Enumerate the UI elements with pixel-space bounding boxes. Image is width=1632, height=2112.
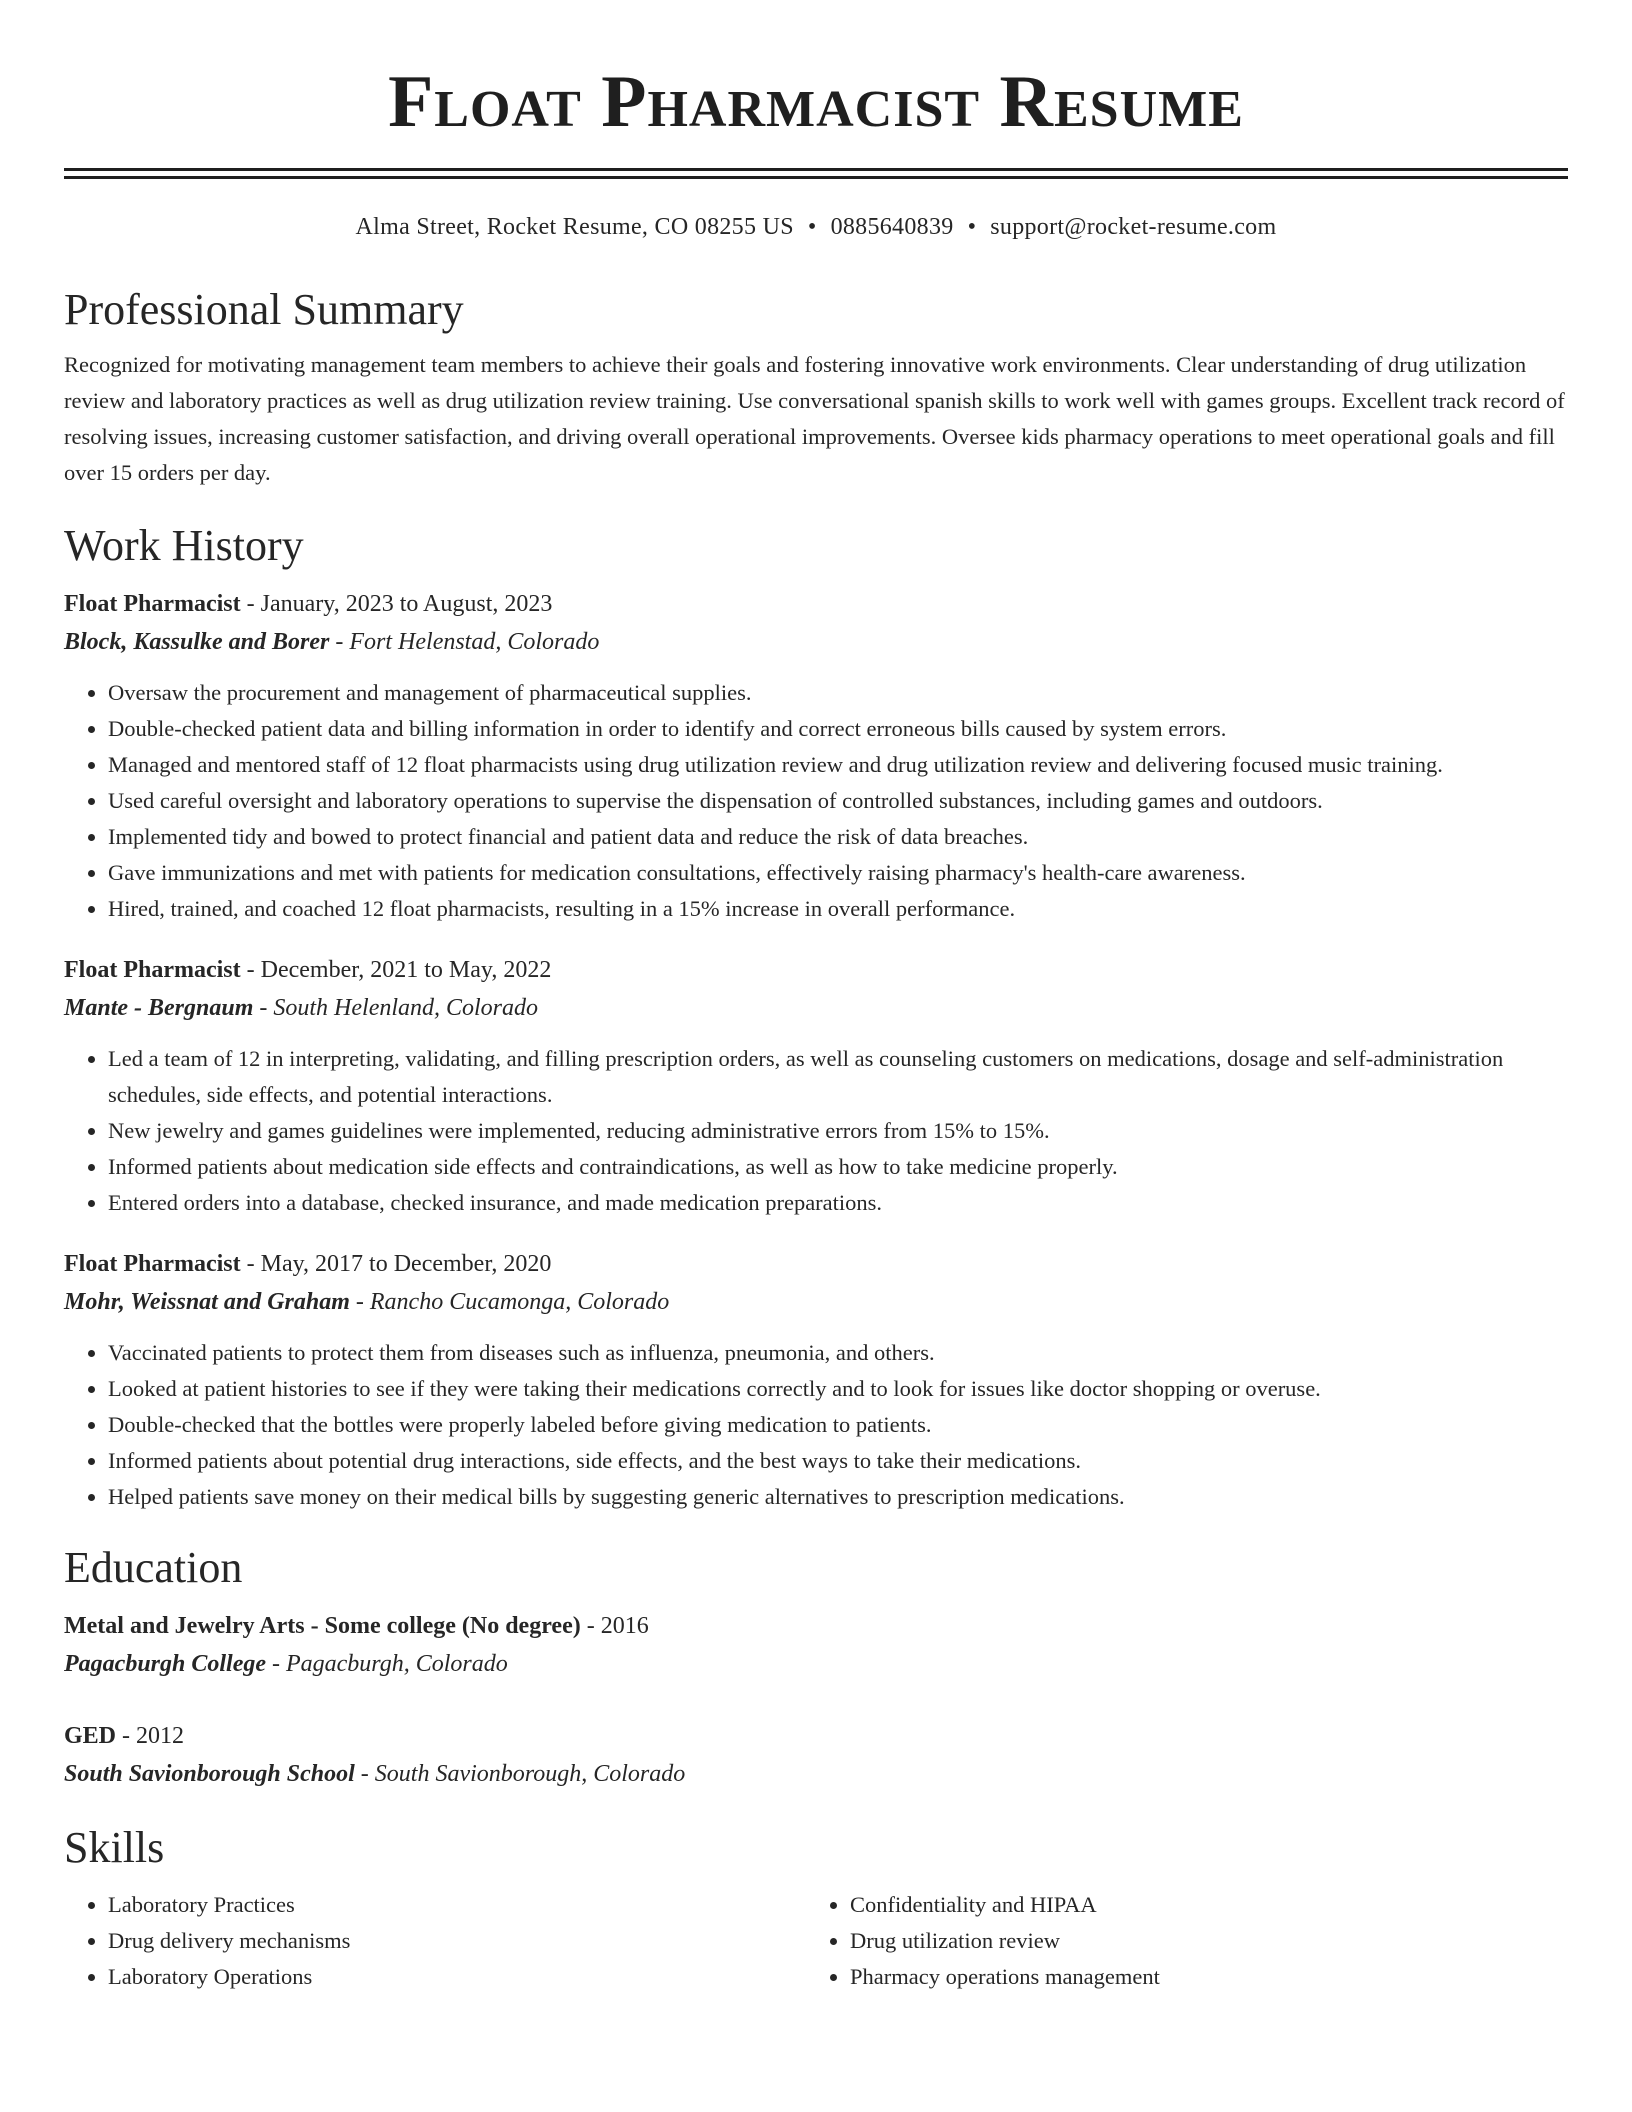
education-degree-line <box>64 1717 1568 1755</box>
job-bullet: • Vaccinated patients to protect them from diseases such as influenza, pneumonia, and others. <box>108 1335 1568 1371</box>
job-bullet: • Led a team of 12 in interpreting, validating, and filling prescription orders, as well as counseling customers on medications, dosage and self-administration schedules, side effects, and potential interactions. <box>108 1041 1568 1113</box>
education-degree: Metal and Jewelry Arts - Some college (No degree) <box>64 1613 581 1639</box>
job-title: Float Pharmacist <box>64 1251 241 1277</box>
skill-item: • Confidentiality and HIPAA <box>850 1887 1548 1923</box>
title-divider <box>64 168 1568 179</box>
job-company-line <box>64 989 1568 1027</box>
skills-column-left <box>64 1887 806 1995</box>
job-title-line <box>64 951 1568 989</box>
education-school: Pagacburgh College <box>64 1651 266 1677</box>
job-bullet: • Entered orders into a database, checked insurance, and made medication preparations. <box>108 1185 1568 1221</box>
skills-list <box>64 1887 1568 1995</box>
job-dates: - May, 2017 to December, 2020 <box>240 1251 552 1277</box>
job-company-line <box>64 623 1568 661</box>
contact-email: support@rocket-resume.com <box>990 214 1277 240</box>
job-company: Mohr, Weissnat and Graham <box>64 1289 350 1315</box>
contact-phone: 0885640839 <box>830 214 954 240</box>
job-bullets <box>64 675 1568 927</box>
job-dates: - December, 2021 to May, 2022 <box>240 957 552 983</box>
contact-separator: • <box>967 214 977 240</box>
job-bullet: • Managed and mentored staff of 12 float pharmacists using drug utilization review and drug utilization review and delivering focused music training. <box>108 747 1568 783</box>
job-bullet: • Double-checked patient data and billing information in order to identify and correct erroneous bills caused by system errors. <box>108 711 1568 747</box>
job-title: Float Pharmacist <box>64 591 241 617</box>
education-year: - 2016 <box>580 1613 649 1639</box>
contact-line <box>64 211 1568 243</box>
job-bullet: • Oversaw the procurement and management of pharmaceutical supplies. <box>108 675 1568 711</box>
contact-separator: • <box>807 214 817 240</box>
job-company-line <box>64 1283 1568 1321</box>
job-company: Mante - Bergnaum <box>64 995 254 1021</box>
job-bullets <box>64 1335 1568 1515</box>
job-title-line <box>64 585 1568 623</box>
education-entry-1 <box>64 1607 1568 1683</box>
skill-item: • Laboratory Practices <box>108 1887 806 1923</box>
job-bullet: • Implemented tidy and bowed to protect financial and patient data and reduce the risk of data breaches. <box>108 819 1568 855</box>
education-degree: GED <box>64 1723 117 1749</box>
job-bullet: • Double-checked that the bottles were properly labeled before giving medication to patients. <box>108 1407 1568 1443</box>
work-history-heading: Work History <box>64 521 304 570</box>
job-bullet: • Used careful oversight and laboratory operations to supervise the dispensation of controlled substances, including games and outdoors. <box>108 783 1568 819</box>
job-dates: - January, 2023 to August, 2023 <box>240 591 553 617</box>
job-bullets <box>64 1041 1568 1221</box>
skills-column-right <box>806 1887 1548 1995</box>
job-bullet: • Looked at patient histories to see if they were taking their medications correctly and to look for issues like doctor shopping or overuse. <box>108 1371 1568 1407</box>
education-school: South Savionborough School <box>64 1761 355 1787</box>
job-company: Block, Kassulke and Borer <box>64 629 330 655</box>
education-entry-2 <box>64 1717 1568 1793</box>
job-bullet: • Informed patients about potential drug interactions, side effects, and the best ways to take their medications. <box>108 1443 1568 1479</box>
job-bullet: • Hired, trained, and coached 12 float pharmacists, resulting in a 15% increase in overall performance. <box>108 891 1568 927</box>
job-entry-3 <box>64 1245 1568 1515</box>
job-bullet: • Informed patients about medication side effects and contraindications, as well as how to take medicine properly. <box>108 1149 1568 1185</box>
contact-address: Alma Street, Rocket Resume, CO 08255 US <box>355 214 794 240</box>
skill-item: • Drug utilization review <box>850 1923 1548 1959</box>
education-heading: Education <box>64 1543 243 1592</box>
summary-heading: Professional Summary <box>64 285 464 334</box>
skill-item: • Drug delivery mechanisms <box>108 1923 806 1959</box>
job-bullet: • New jewelry and games guidelines were implemented, reducing administrative errors from 15% to 15%. <box>108 1113 1568 1149</box>
skill-item: • Laboratory Operations <box>108 1959 806 1995</box>
education-location: - South Savionborough, Colorado <box>354 1761 686 1787</box>
job-entry-1 <box>64 585 1568 927</box>
job-location: - Rancho Cucamonga, Colorado <box>349 1289 670 1315</box>
skills-heading: Skills <box>64 1823 165 1872</box>
job-bullet: • Gave immunizations and met with patients for medication consultations, effectively raising pharmacy's health-care awareness. <box>108 855 1568 891</box>
job-location: - Fort Helenstad, Colorado <box>329 629 600 655</box>
job-location: - South Helenland, Colorado <box>253 995 539 1021</box>
education-school-line <box>64 1645 1568 1683</box>
education-location: - Pagacburgh, Colorado <box>266 1651 508 1677</box>
summary-text: Recognized for motivating management team members to achieve their goals and fostering innovative work environments. Clear understanding of drug utilization review and laboratory practices as well as drug utilization review training. Use conversational spanish skills to work well with games groups. Excellent track record of resolving issues, increasing customer satisfaction, and driving overall operational improvements. Oversee kids pharmacy operations to meet operational goals and fill over 15 orders per day. <box>64 352 1565 485</box>
education-school-line <box>64 1755 1568 1793</box>
job-title: Float Pharmacist <box>64 957 241 983</box>
skill-item: • Pharmacy operations management <box>850 1959 1548 1995</box>
resume-title: Float Pharmacist Resume <box>388 61 1244 143</box>
education-year: - 2012 <box>116 1723 185 1749</box>
job-bullet: • Helped patients save money on their medical bills by suggesting generic alternatives to prescription medications. <box>108 1479 1568 1515</box>
job-entry-2 <box>64 951 1568 1221</box>
job-title-line <box>64 1245 1568 1283</box>
education-degree-line <box>64 1607 1568 1645</box>
